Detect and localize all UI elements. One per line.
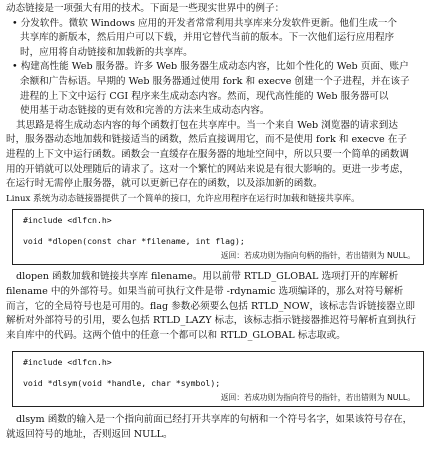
dlopen-code-box: [12, 209, 424, 265]
paragraph-dlopen: [6, 270, 438, 343]
bullet-web-servers: [6, 60, 438, 118]
code-signature: void *dlopen(const char *filename, int flag);: [23, 236, 245, 247]
bullet1-line: 时，应用将自动链接和加载新的共享库。: [20, 46, 193, 58]
bullet-distribute-software: [6, 17, 438, 61]
bullet2-line: 进程的上下文中运行 CGI 程序来生成动态内容。然而，现代高性能的 Web 服务器可以: [20, 90, 389, 102]
intro-text: 动态链接是一项强大有用的技术。下面是一些现实世界中的例子：: [6, 3, 285, 14]
paragraph-idea: [6, 119, 438, 192]
code-returns: 返回：若成功则为指向句柄的指针，若出错则为 NULL。: [220, 251, 415, 261]
bullet1-line: 共享库的新版本，然后用户可以下载，并用它替代当前的版本。下一次他们运行应用程序: [20, 32, 395, 44]
paragraph-line: 来自库中的代码。这两个值中的任意一个都可以和 RTLD_GLOBAL 标志取或。: [6, 329, 346, 341]
paragraph-line: 时，服务器动态地加载和链接适当的函数，然后直接调用它，而不是使用 fork 和 execve 在子: [6, 134, 407, 146]
linux-intro-text: Linux 系统为动态链接器提供了一个简单的接口，允许应用程序在运行时加载和链接共享库。: [6, 193, 360, 204]
bullet2-line: 余额和广告标语。早期的 Web 服务器通过使用 fork 和 execve 创建一个子进程，并在该子: [20, 75, 410, 87]
paragraph-line: dlopen 函数加载和链接共享库 filename。用以前带 RTLD_GLOBAL 选项打开的库解析: [16, 271, 399, 283]
paragraph-line: 而言，它的全局符号也是可用的。flag 参数必须要么包括 RTLD_NOW，该标志告诉链接器立即: [6, 300, 415, 312]
paragraph-line: 在运行时无需停止服务器，就可以更新已存在的函数，以及添加新的函数。: [6, 178, 323, 190]
code-include: #include <dlfcn.h>: [23, 357, 112, 368]
bullet2-line: 使用基于动态链接的更有效和完善的方法来生成动态内容。: [20, 105, 270, 117]
paragraph-line: 就返回符号的地址，否则返回 NULL。: [6, 428, 173, 440]
bullet2-line: • 构建高性能 Web 服务器。许多 Web 服务器生成动态内容，比如个性化的 Web 页面、账户: [12, 61, 409, 73]
paragraph-line: 解析对外部符号的引用，要么包括 RTLD_LAZY 标志，该标志指示链接器推迟符号解析直到执行: [6, 315, 417, 327]
document-page: [6, 2, 438, 442]
bullet1-line: • 分发软件。微软 Windows 应用的开发者常常利用共享库来分发软件更新。他们生成一个: [12, 17, 397, 29]
code-include: #include <dlfcn.h>: [23, 215, 112, 226]
paragraph-line: dlsym 函数的输入是一个指向前面已经打开共享库的句柄和一个符号名字，如果该符号存在，: [16, 414, 413, 426]
dlsym-code-box: [12, 351, 424, 407]
code-signature: void *dlsym(void *handle, char *symbol);: [23, 378, 221, 389]
paragraph-dlsym: [6, 413, 438, 442]
paragraph-line: 用的开销就可以处理随后的请求了。这对一个繁忙的网站来说是有很大影响的。更进一步考虑，: [6, 163, 409, 175]
paragraph-line: 其思路是将生成动态内容的每个函数打包在共享库中。当一个来自 Web 浏览器的请求到达: [16, 119, 398, 131]
paragraph-line: 进程的上下文中运行函数。函数会一直缓存在服务器的地址空间中，所以只要一个简单的函数调: [6, 148, 409, 160]
paragraph-line: filename 中的外部符号。如果当前可执行文件是带 -rdynamic 选项编译的，那么对符号解析: [6, 285, 404, 297]
code-returns: 返回：若成功则为指向符号的指针，若出错则为 NULL。: [220, 393, 415, 403]
